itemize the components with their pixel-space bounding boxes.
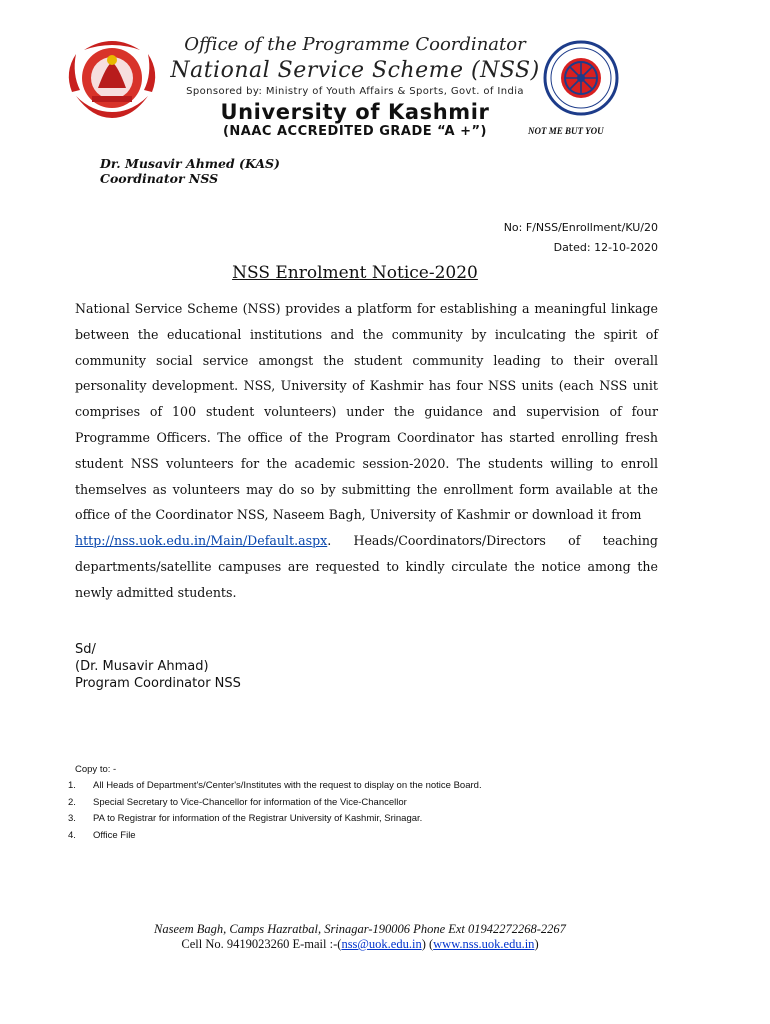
reference-number: No: F/NSS/Enrollment/KU/20 xyxy=(503,221,658,234)
university-name: University of Kashmir xyxy=(220,100,490,124)
scheme-title: National Service Scheme (NSS) xyxy=(170,58,540,83)
footer-address: Naseem Bagh, Camps Hazratbal, Srinagar-190006 Phone Ext 01942272268-2267 xyxy=(154,922,566,936)
notice-body-part1: National Service Scheme (NSS) provides a platform for establishing a meaningful linkage between the educational institutions and the community by inculcating the spirit of community social service amongst the student community leading to their overall personality development. NSS, University of Kashmir has four NSS units (each NSS unit comprises of 100 student volunteers) under the guidance and supervision of four Programme Officers. The office of the Program Coordinator has started enrolling fresh student NSS volunteers for the academic session-2020. The students willing to enroll themselves as volunteers may do so by submitting the enrollment form available at the office of the Coordinator NSS, Naseem Bagh, University of Kashmir or download it from xyxy=(75,301,658,523)
signature-sd: Sd/ xyxy=(75,642,96,657)
signature-block xyxy=(75,641,241,692)
footer-email-link[interactable]: nss@uok.edu.in xyxy=(341,937,422,951)
reference-date: Dated: 12-10-2020 xyxy=(553,241,658,254)
footer-contact: Cell No. 9419023260 E-mail :-(nss@uok.edu.in) (www.nss.uok.edu.in) xyxy=(181,937,539,951)
notice-title: NSS Enrolment Notice-2020 xyxy=(232,263,478,283)
university-emblem xyxy=(62,30,162,122)
footer-website-link[interactable]: www.nss.uok.edu.in xyxy=(433,937,535,951)
footer-email-label: E-mail :-( xyxy=(292,937,342,951)
naac-grade: (NAAC ACCREDITED GRADE “A +”) xyxy=(222,124,487,139)
coordinator-title: Coordinator NSS xyxy=(100,171,219,186)
footer xyxy=(0,922,720,952)
nss-motto: NOT ME BUT YOU xyxy=(528,126,604,136)
footer-cell: Cell No. 9419023260 xyxy=(181,937,290,951)
notice-body-part2: . Heads/Coordinators/Directors of teaching departments/satellite campuses are requested to kindly circulate the notice among the newly admitted students. xyxy=(75,533,658,600)
coordinator-name: Dr. Musavir Ahmed (KAS) xyxy=(100,156,280,171)
signature-name: (Dr. Musavir Ahmad) xyxy=(75,659,209,674)
enrollment-form-link[interactable]: http://nss.uok.edu.in/Main/Default.aspx xyxy=(75,533,328,549)
coordinator-block xyxy=(100,156,280,186)
notice-body xyxy=(75,296,658,606)
signature-designation: Program Coordinator NSS xyxy=(75,676,241,691)
copy-to-label: Copy to: - xyxy=(75,764,117,775)
office-title: Office of the Programme Coordinator xyxy=(184,34,526,55)
sponsor-line: Sponsored by: Ministry of Youth Affairs & Sports, Govt. of India xyxy=(186,86,524,97)
